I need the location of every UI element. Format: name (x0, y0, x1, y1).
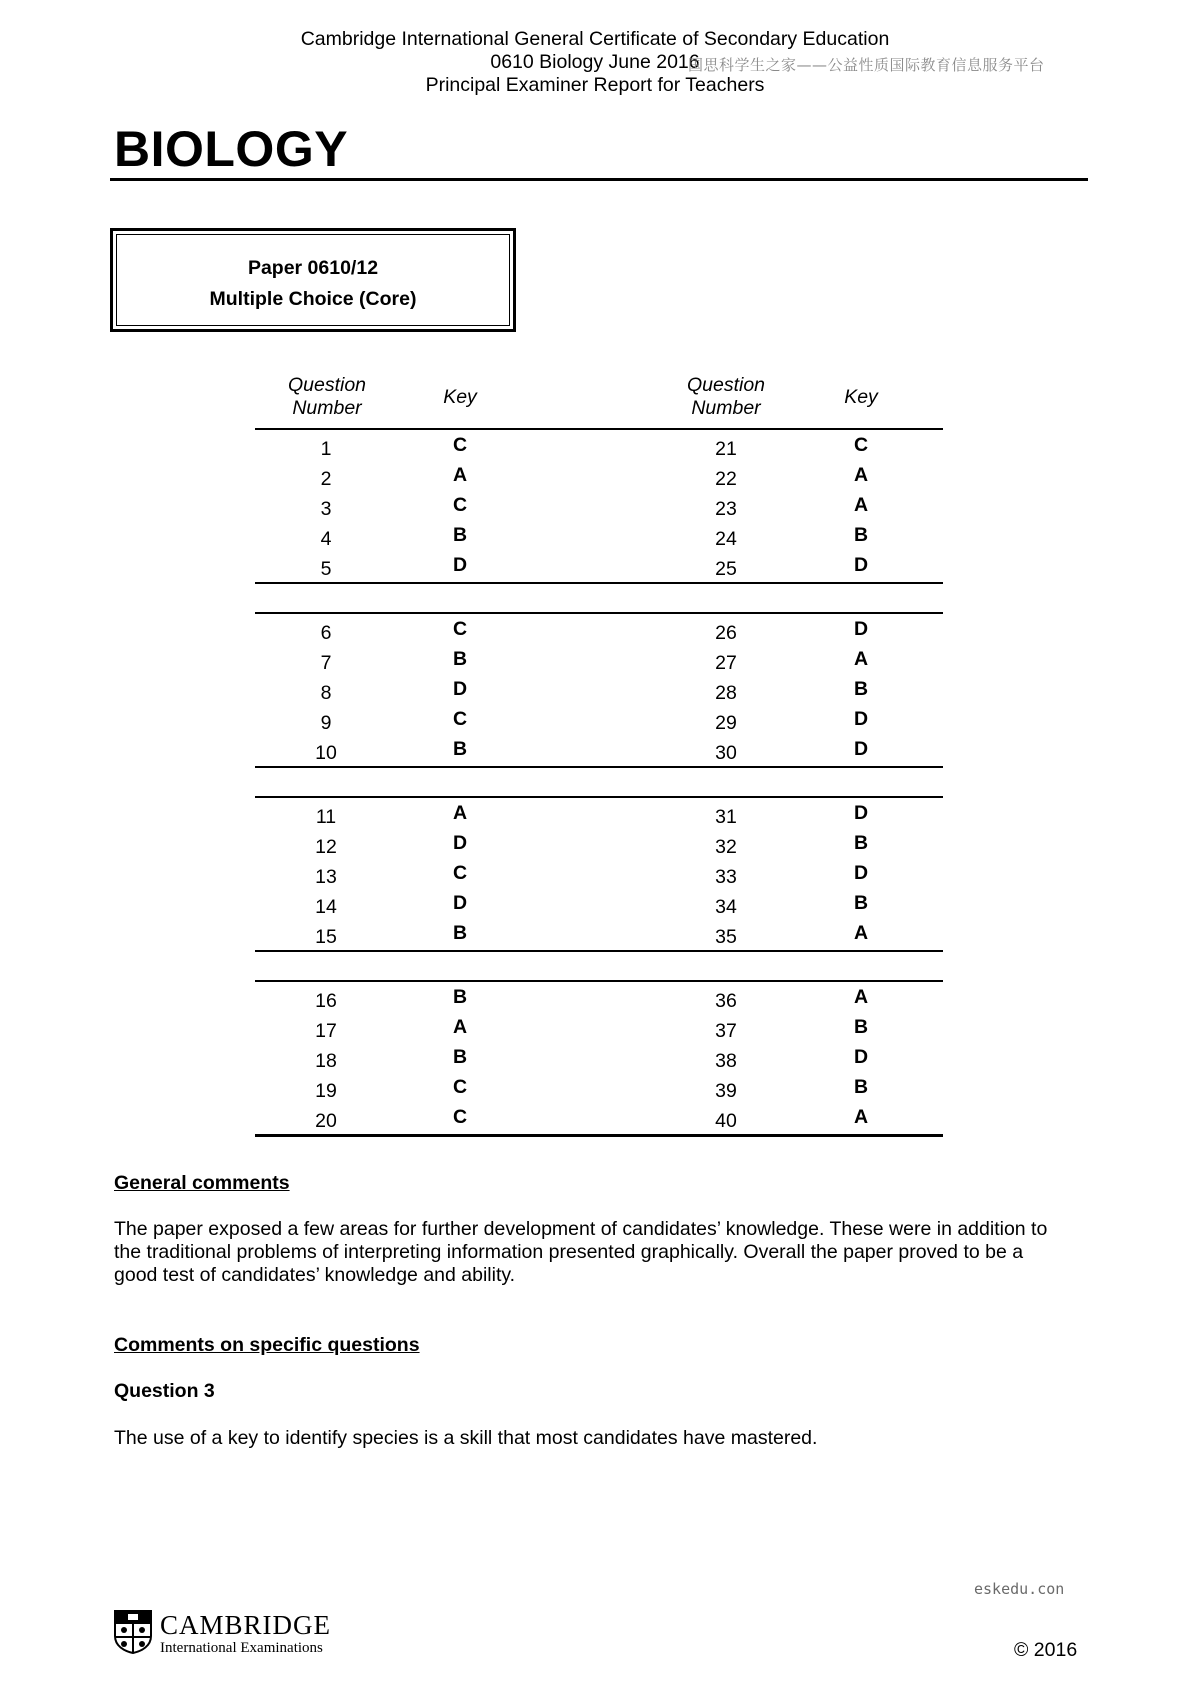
answer-key-cell: D (853, 618, 869, 640)
question-number-cell: 24 (715, 528, 737, 550)
header-line-3: Principal Examiner Report for Teachers (425, 74, 765, 96)
header-question-number-2: Question Number (686, 374, 766, 419)
table-row (255, 676, 943, 706)
question-number-cell: 30 (715, 742, 737, 764)
question-number-cell: 19 (315, 1080, 337, 1102)
paper-code: Paper 0610/12 (247, 257, 379, 279)
table-row (255, 646, 943, 676)
table-row (255, 552, 943, 582)
question-number-cell: 14 (315, 896, 337, 918)
answer-key-cell: B (853, 1076, 869, 1098)
cambridge-shield-icon (114, 1610, 152, 1654)
table-row (255, 1104, 943, 1134)
table-row (255, 920, 943, 950)
question-number-cell: 13 (315, 866, 337, 888)
question-number-cell: 21 (715, 438, 737, 460)
footer-site-text: eskedu.con (974, 1580, 1065, 1598)
table-header (255, 374, 943, 428)
answer-key-cell: B (853, 524, 869, 546)
question-number-cell: 38 (715, 1050, 737, 1072)
question-number-cell: 39 (715, 1080, 737, 1102)
table-row (255, 890, 943, 920)
answer-key-cell: D (452, 892, 468, 914)
answer-key-cell: C (452, 862, 468, 884)
answer-key-cell: A (853, 922, 869, 944)
question-number-cell: 27 (715, 652, 737, 674)
question-number-cell: 36 (715, 990, 737, 1012)
question-number-cell: 26 (715, 622, 737, 644)
general-comments-heading: General comments (114, 1172, 290, 1194)
answer-key-cell: A (853, 464, 869, 486)
answer-key-cell: D (452, 678, 468, 700)
table-row (255, 462, 943, 492)
question-number-cell: 29 (715, 712, 737, 734)
answer-key-cell: D (853, 708, 869, 730)
question-number-cell: 35 (715, 926, 737, 948)
question-number-cell: 34 (715, 896, 737, 918)
question-number-cell: 11 (315, 806, 337, 828)
table-spacer (255, 952, 943, 980)
paper-info-box (110, 228, 516, 332)
question-number-cell: 7 (320, 652, 332, 674)
question-number-cell: 25 (715, 558, 737, 580)
table-row (255, 1044, 943, 1074)
answer-key-cell: C (452, 1076, 468, 1098)
question-number-cell: 32 (715, 836, 737, 858)
table-row (255, 800, 943, 830)
answer-key-cell: D (853, 802, 869, 824)
general-comments-text (114, 1218, 1094, 1287)
table-row (255, 736, 943, 766)
answer-key-cell: C (452, 494, 468, 516)
table-row (255, 706, 943, 736)
table-row (255, 830, 943, 860)
question-number-cell: 40 (715, 1110, 737, 1132)
question-number-cell: 10 (315, 742, 337, 764)
header-key-1: Key (443, 386, 477, 408)
question-number-cell: 37 (715, 1020, 737, 1042)
answer-key-cell: D (452, 554, 468, 576)
answer-key-cell: B (452, 1046, 468, 1068)
answer-key-cell: B (452, 986, 468, 1008)
question-number-cell: 23 (715, 498, 737, 520)
answer-key-cell: D (853, 738, 869, 760)
answer-key-cell: B (452, 524, 468, 546)
table-bottom-rule (255, 1134, 943, 1137)
answer-key-cell: C (452, 1106, 468, 1128)
answer-key-cell: B (452, 738, 468, 760)
watermark-text: 国思科学生之家——公益性质国际教育信息服务平台 (688, 56, 1045, 74)
answer-key-cell: D (853, 1046, 869, 1068)
question-number-cell: 3 (320, 498, 332, 520)
answer-key-cell: B (853, 1016, 869, 1038)
question-number-cell: 17 (315, 1020, 337, 1042)
answer-key-cell: C (452, 708, 468, 730)
header-line-2: 0610 Biology June 2016 (490, 51, 700, 73)
question-number-cell: 20 (315, 1110, 337, 1132)
answer-key-cell: D (853, 862, 869, 884)
question-number-cell: 4 (320, 528, 332, 550)
table-row (255, 1014, 943, 1044)
answer-key-cell: A (452, 802, 468, 824)
question-number-cell: 9 (320, 712, 332, 734)
answer-key-cell: A (452, 1016, 468, 1038)
table-row (255, 984, 943, 1014)
answer-key-cell: C (452, 618, 468, 640)
table-row (255, 616, 943, 646)
general-comments-line-3: good test of candidates’ knowledge and ability. (114, 1264, 516, 1286)
title-underline (110, 178, 1088, 181)
question-number-cell: 1 (320, 438, 332, 460)
question-number-cell: 15 (315, 926, 337, 948)
header-question-number-1: Question Number (287, 374, 367, 419)
answer-key-cell: B (452, 648, 468, 670)
question-number-cell: 22 (715, 468, 737, 490)
table-group (255, 614, 943, 766)
table-row (255, 522, 943, 552)
answer-key-cell: D (452, 832, 468, 854)
table-group (255, 982, 943, 1134)
table-row (255, 1074, 943, 1104)
answer-key-cell: B (452, 922, 468, 944)
answer-key-cell: C (452, 434, 468, 456)
paper-type: Multiple Choice (Core) (209, 288, 417, 310)
copyright-text: © 2016 (1014, 1639, 1078, 1661)
answer-key-cell: A (452, 464, 468, 486)
question-number-cell: 16 (315, 990, 337, 1012)
table-row (255, 492, 943, 522)
answer-key-cell: A (853, 494, 869, 516)
table-group (255, 430, 943, 582)
specific-comments-heading: Comments on specific questions (114, 1334, 420, 1356)
answer-key-cell: B (853, 892, 869, 914)
question-number-cell: 33 (715, 866, 737, 888)
logo-name: CAMBRIDGE (160, 1610, 332, 1640)
table-body (255, 428, 943, 1137)
answer-key-cell: A (853, 1106, 869, 1128)
page-title: BIOLOGY (114, 121, 349, 177)
question-number-cell: 5 (320, 558, 332, 580)
answer-key-cell: D (853, 554, 869, 576)
general-comments-line-1: The paper exposed a few areas for further development of candidates’ knowledge. These were in addition to (114, 1218, 1048, 1240)
header-line-1: Cambridge International General Certificate of Secondary Education (300, 28, 890, 50)
answer-key-cell: A (853, 648, 869, 670)
general-comments-line-2: the traditional problems of interpreting information presented graphically. Overall the paper proved to be a (114, 1241, 1024, 1263)
header-key-2: Key (844, 386, 878, 408)
question-number-cell: 8 (320, 682, 332, 704)
logo-subtitle: International Examinations (160, 1640, 323, 1656)
table-row (255, 860, 943, 890)
question-number-cell: 6 (320, 622, 332, 644)
table-spacer (255, 768, 943, 796)
question-3-heading: Question 3 (114, 1380, 215, 1402)
question-number-cell: 12 (315, 836, 337, 858)
answer-key-table (255, 374, 943, 1137)
table-row (255, 432, 943, 462)
question-number-cell: 2 (320, 468, 332, 490)
question-number-cell: 28 (715, 682, 737, 704)
answer-key-cell: A (853, 986, 869, 1008)
question-number-cell: 18 (315, 1050, 337, 1072)
answer-key-cell: B (853, 678, 869, 700)
answer-key-cell: C (853, 434, 869, 456)
table-spacer (255, 584, 943, 612)
answer-key-cell: B (853, 832, 869, 854)
question-3-text: The use of a key to identify species is a skill that most candidates have mastered. (114, 1427, 818, 1449)
question-number-cell: 31 (715, 806, 737, 828)
table-group (255, 798, 943, 950)
